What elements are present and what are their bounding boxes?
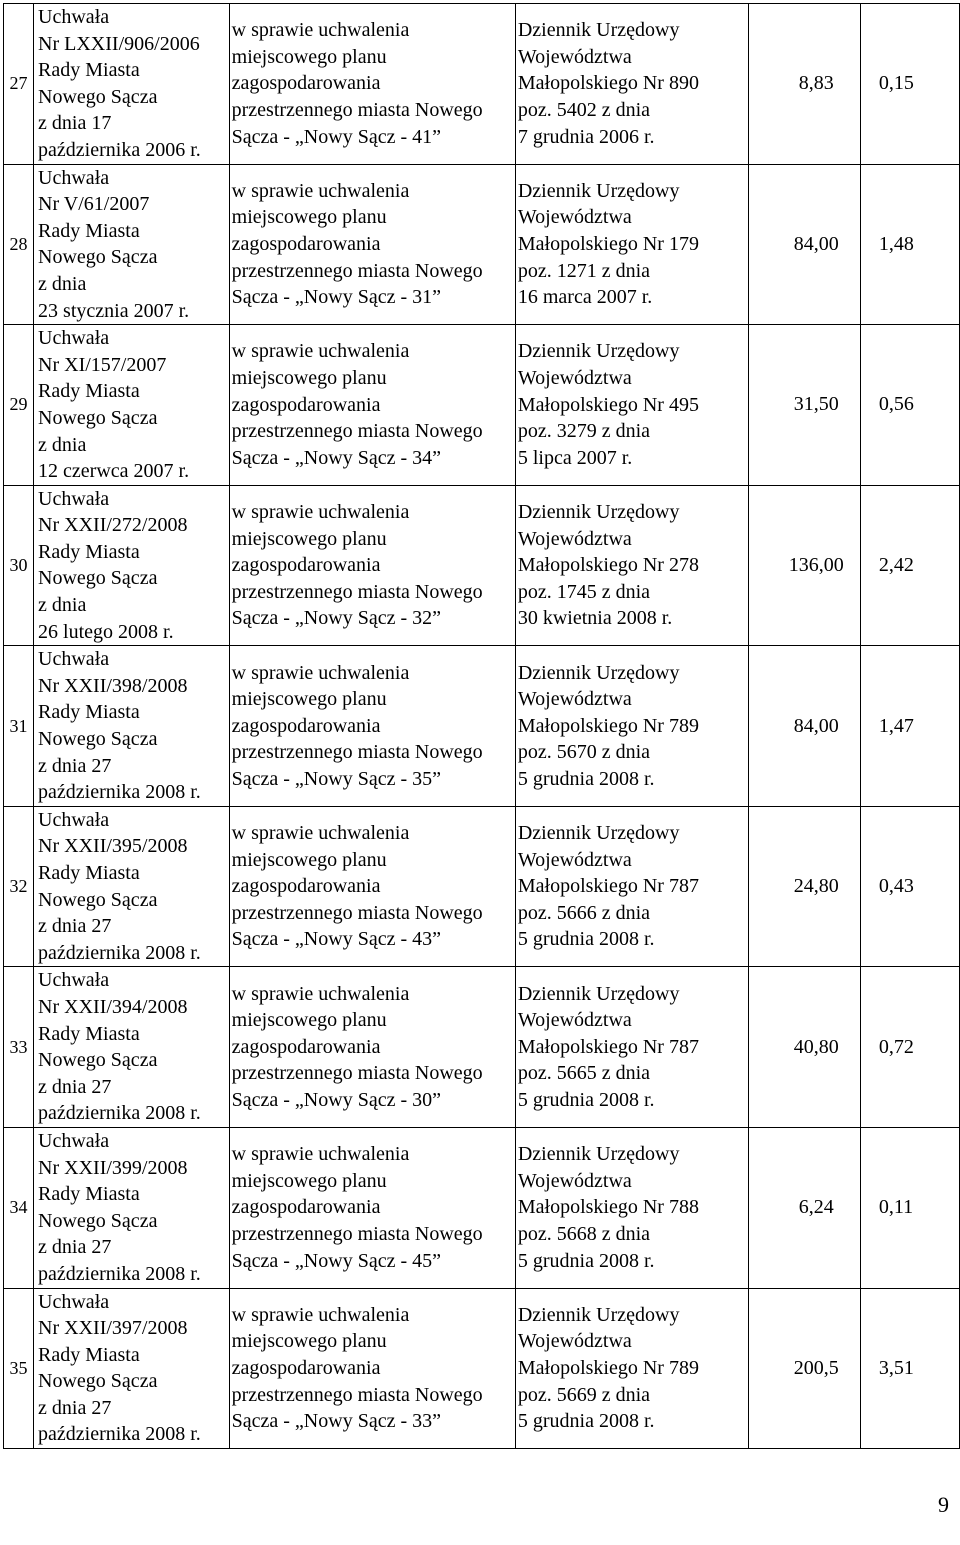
resolutions-table xyxy=(3,3,960,1449)
area-value: 136,00 xyxy=(748,485,860,646)
resolution-line: Nr XXII/397/2008 xyxy=(38,1317,188,1340)
publication-cell xyxy=(515,325,748,486)
resolution-line: z dnia xyxy=(38,433,87,456)
publication-line: Województwa xyxy=(517,367,632,390)
publication-line: Województwa xyxy=(517,848,632,871)
publication-line: Dziennik Urzędowy xyxy=(517,500,680,523)
publication-line: Dziennik Urzędowy xyxy=(517,340,680,363)
publication-line: Małopolskiego Nr 278 xyxy=(517,554,699,577)
publication-line: poz. 5665 z dnia xyxy=(517,1062,651,1085)
publication-cell xyxy=(515,485,748,646)
subject-line: miejscowego planu xyxy=(231,206,387,229)
resolution-line: Nowego Sącza xyxy=(38,888,158,911)
subject-cell xyxy=(229,1288,515,1449)
subject-line: miejscowego planu xyxy=(231,688,387,711)
publication-line: 5 grudnia 2008 r. xyxy=(517,1410,655,1433)
area-value: 24,80 xyxy=(748,806,860,967)
resolution-line: Rady Miasta xyxy=(38,701,140,724)
percent-value: 2,42 xyxy=(860,485,959,646)
resolution-line: Nowego Sącza xyxy=(38,246,158,269)
subject-line: zagospodarowania xyxy=(231,554,381,577)
subject-line: przestrzennego miasta Nowego xyxy=(231,1383,483,1406)
subject-line: przestrzennego miasta Nowego xyxy=(231,420,483,443)
area-value: 84,00 xyxy=(748,164,860,325)
publication-line: 5 grudnia 2008 r. xyxy=(517,1249,655,1272)
area-value: 200,5 xyxy=(748,1288,860,1449)
publication-line: poz. 5668 z dnia xyxy=(517,1223,651,1246)
resolution-line: Nowego Sącza xyxy=(38,406,158,429)
publication-line: Województwa xyxy=(517,45,632,68)
publication-cell xyxy=(515,4,748,165)
subject-cell xyxy=(229,164,515,325)
resolution-line: Uchwała xyxy=(38,1129,110,1152)
resolution-line: października 2008 r. xyxy=(38,941,201,964)
resolution-line: października 2008 r. xyxy=(38,1102,201,1125)
area-value: 84,00 xyxy=(748,646,860,807)
subject-line: Sącza - „Nowy Sącz - 41” xyxy=(231,125,441,148)
resolution-line: Uchwała xyxy=(38,969,110,992)
subject-line: Sącza - „Nowy Sącz - 43” xyxy=(231,928,441,951)
resolution-cell xyxy=(34,485,230,646)
resolution-line: Uchwała xyxy=(38,648,110,671)
table-row xyxy=(4,1288,960,1449)
publication-line: Województwa xyxy=(517,1330,632,1353)
resolution-line: października 2008 r. xyxy=(38,1423,201,1446)
subject-line: Sącza - „Nowy Sącz - 34” xyxy=(231,446,441,469)
publication-line: Województwa xyxy=(517,527,632,550)
resolution-line: Uchwała xyxy=(38,808,110,831)
resolution-line: Nr V/61/2007 xyxy=(38,193,150,216)
resolution-cell xyxy=(34,1127,230,1288)
publication-line: poz. 5402 z dnia xyxy=(517,99,651,122)
publication-line: Dziennik Urzędowy xyxy=(517,1143,680,1166)
publication-line: Małopolskiego Nr 789 xyxy=(517,714,699,737)
resolution-line: Rady Miasta xyxy=(38,540,140,563)
resolution-line: Nowego Sącza xyxy=(38,567,158,590)
publication-cell xyxy=(515,1127,748,1288)
publication-line: Małopolskiego Nr 789 xyxy=(517,1356,699,1379)
subject-line: Sącza - „Nowy Sącz - 35” xyxy=(231,767,441,790)
subject-line: przestrzennego miasta Nowego xyxy=(231,259,483,282)
percent-value: 3,51 xyxy=(860,1288,959,1449)
publication-line: Województwa xyxy=(517,1009,632,1032)
subject-line: zagospodarowania xyxy=(231,1196,381,1219)
subject-line: Sącza - „Nowy Sącz - 32” xyxy=(231,607,441,630)
subject-line: zagospodarowania xyxy=(231,233,381,256)
subject-line: w sprawie uchwalenia xyxy=(231,1303,410,1326)
row-number: 27 xyxy=(4,4,34,165)
publication-line: Małopolskiego Nr 495 xyxy=(517,393,699,416)
row-number: 29 xyxy=(4,325,34,486)
row-number: 34 xyxy=(4,1127,34,1288)
publication-line: Województwa xyxy=(517,206,632,229)
resolution-cell xyxy=(34,1288,230,1449)
publication-line: Dziennik Urzędowy xyxy=(517,1303,680,1326)
row-number: 31 xyxy=(4,646,34,807)
resolution-line: października 2006 r. xyxy=(38,138,201,161)
resolutions-table-body xyxy=(4,4,960,1449)
table-row xyxy=(4,806,960,967)
resolution-line: Nr XXII/398/2008 xyxy=(38,674,188,697)
subject-cell xyxy=(229,646,515,807)
subject-line: przestrzennego miasta Nowego xyxy=(231,1223,483,1246)
publication-line: poz. 5670 z dnia xyxy=(517,741,651,764)
publication-line: Małopolskiego Nr 179 xyxy=(517,233,699,256)
area-value: 8,83 xyxy=(748,4,860,165)
row-number: 35 xyxy=(4,1288,34,1449)
resolution-cell xyxy=(34,967,230,1128)
publication-line: poz. 1271 z dnia xyxy=(517,259,651,282)
resolution-line: Nowego Sącza xyxy=(38,1209,158,1232)
subject-cell xyxy=(229,967,515,1128)
table-row xyxy=(4,164,960,325)
percent-value: 0,43 xyxy=(860,806,959,967)
resolution-line: z dnia 27 xyxy=(38,1075,112,1098)
page-number: 9 xyxy=(938,1492,949,1517)
subject-line: miejscowego planu xyxy=(231,45,387,68)
resolution-cell xyxy=(34,806,230,967)
subject-line: w sprawie uchwalenia xyxy=(231,661,410,684)
resolution-cell xyxy=(34,4,230,165)
subject-line: Sącza - „Nowy Sącz - 45” xyxy=(231,1249,441,1272)
table-row xyxy=(4,4,960,165)
subject-line: przestrzennego miasta Nowego xyxy=(231,580,483,603)
resolution-line: Nr XXII/395/2008 xyxy=(38,835,188,858)
subject-cell xyxy=(229,4,515,165)
resolution-line: października 2008 r. xyxy=(38,781,201,804)
subject-cell xyxy=(229,806,515,967)
subject-line: zagospodarowania xyxy=(231,1035,381,1058)
subject-line: w sprawie uchwalenia xyxy=(231,982,410,1005)
resolution-line: z dnia 27 xyxy=(38,1236,112,1259)
resolution-line: 23 stycznia 2007 r. xyxy=(38,299,190,322)
table-row xyxy=(4,967,960,1128)
row-number: 33 xyxy=(4,967,34,1128)
resolution-line: Nr XXII/394/2008 xyxy=(38,995,188,1018)
resolution-line: Nowego Sącza xyxy=(38,728,158,751)
resolution-line: Rady Miasta xyxy=(38,380,140,403)
publication-line: poz. 5669 z dnia xyxy=(517,1383,651,1406)
subject-line: przestrzennego miasta Nowego xyxy=(231,901,483,924)
subject-line: miejscowego planu xyxy=(231,1009,387,1032)
resolution-line: Rady Miasta xyxy=(38,219,140,242)
subject-line: przestrzennego miasta Nowego xyxy=(231,99,483,122)
resolution-line: Nowego Sącza xyxy=(38,1049,158,1072)
percent-value: 0,72 xyxy=(860,967,959,1128)
publication-line: Dziennik Urzędowy xyxy=(517,19,680,42)
subject-line: zagospodarowania xyxy=(231,1356,381,1379)
publication-line: poz. 3279 z dnia xyxy=(517,420,651,443)
subject-line: zagospodarowania xyxy=(231,875,381,898)
percent-value: 1,48 xyxy=(860,164,959,325)
subject-line: Sącza - „Nowy Sącz - 30” xyxy=(231,1089,441,1112)
row-number: 28 xyxy=(4,164,34,325)
publication-line: 5 grudnia 2008 r. xyxy=(517,928,655,951)
resolution-line: Rady Miasta xyxy=(38,59,140,82)
table-row xyxy=(4,1127,960,1288)
subject-line: zagospodarowania xyxy=(231,393,381,416)
publication-cell xyxy=(515,967,748,1128)
publication-line: 5 grudnia 2008 r. xyxy=(517,767,655,790)
row-number: 30 xyxy=(4,485,34,646)
subject-line: Sącza - „Nowy Sącz - 31” xyxy=(231,286,441,309)
subject-line: w sprawie uchwalenia xyxy=(231,340,410,363)
resolution-line: Rady Miasta xyxy=(38,1183,140,1206)
subject-line: miejscowego planu xyxy=(231,848,387,871)
publication-line: 5 grudnia 2008 r. xyxy=(517,1089,655,1112)
resolution-line: Nr LXXII/906/2006 xyxy=(38,32,200,55)
subject-line: w sprawie uchwalenia xyxy=(231,179,410,202)
subject-line: w sprawie uchwalenia xyxy=(231,822,410,845)
publication-line: Województwa xyxy=(517,1169,632,1192)
publication-line: Dziennik Urzędowy xyxy=(517,661,680,684)
publication-line: 5 lipca 2007 r. xyxy=(517,446,633,469)
resolution-line: Rady Miasta xyxy=(38,862,140,884)
publication-line: Małopolskiego Nr 787 xyxy=(517,1035,699,1058)
resolution-line: z dnia xyxy=(38,594,87,617)
resolution-line: 26 lutego 2008 r. xyxy=(38,620,174,643)
publication-line: Małopolskiego Nr 788 xyxy=(517,1196,699,1219)
publication-line: Małopolskiego Nr 787 xyxy=(517,875,699,898)
resolution-line: Nowego Sącza xyxy=(38,85,158,108)
publication-line: Województwa xyxy=(517,688,632,711)
resolution-line: z dnia xyxy=(38,272,87,295)
table-row xyxy=(4,325,960,486)
percent-value: 0,15 xyxy=(860,4,959,165)
subject-line: zagospodarowania xyxy=(231,714,381,737)
publication-line: Dziennik Urzędowy xyxy=(517,822,680,845)
subject-line: w sprawie uchwalenia xyxy=(231,19,410,42)
subject-cell xyxy=(229,1127,515,1288)
publication-cell xyxy=(515,164,748,325)
subject-line: miejscowego planu xyxy=(231,1330,387,1353)
resolution-line: 12 czerwca 2007 r. xyxy=(38,460,190,483)
resolution-line: Rady Miasta xyxy=(38,1343,140,1366)
resolution-line: Nowego Sącza xyxy=(38,1370,158,1393)
area-value: 40,80 xyxy=(748,967,860,1128)
subject-line: przestrzennego miasta Nowego xyxy=(231,1062,483,1085)
resolution-line: Uchwała xyxy=(38,327,110,350)
subject-cell xyxy=(229,485,515,646)
table-row xyxy=(4,485,960,646)
resolution-cell xyxy=(34,325,230,486)
subject-line: zagospodarowania xyxy=(231,72,381,95)
subject-cell xyxy=(229,325,515,486)
row-number: 32 xyxy=(4,806,34,967)
resolution-line: z dnia 27 xyxy=(38,754,112,777)
percent-value: 0,11 xyxy=(860,1127,959,1288)
resolution-line: Nr XXII/399/2008 xyxy=(38,1156,188,1179)
resolution-line: Nr XXII/272/2008 xyxy=(38,514,188,537)
percent-value: 1,47 xyxy=(860,646,959,807)
subject-line: miejscowego planu xyxy=(231,367,387,390)
subject-line: przestrzennego miasta Nowego xyxy=(231,741,483,764)
resolution-line: października 2008 r. xyxy=(38,1262,201,1285)
subject-line: w sprawie uchwalenia xyxy=(231,1143,410,1166)
subject-line: miejscowego planu xyxy=(231,527,387,550)
publication-line: 16 marca 2007 r. xyxy=(517,286,653,309)
resolution-line: Uchwała xyxy=(38,487,110,510)
publication-line: Małopolskiego Nr 890 xyxy=(517,72,699,95)
publication-line: 30 kwietnia 2008 r. xyxy=(517,607,673,630)
publication-line: Dziennik Urzędowy xyxy=(517,179,680,202)
percent-value: 0,56 xyxy=(860,325,959,486)
resolution-line: z dnia 17 xyxy=(38,112,112,135)
publication-cell xyxy=(515,646,748,807)
resolution-line: Nr XI/157/2007 xyxy=(38,353,167,376)
area-value: 6,24 xyxy=(748,1127,860,1288)
subject-line: Sącza - „Nowy Sącz - 33” xyxy=(231,1410,441,1433)
resolution-cell xyxy=(34,164,230,325)
area-value: 31,50 xyxy=(748,325,860,486)
resolution-line: Uchwała xyxy=(38,1290,110,1313)
publication-cell xyxy=(515,806,748,967)
subject-line: miejscowego planu xyxy=(231,1169,387,1192)
resolution-line: Uchwała xyxy=(38,166,110,189)
resolution-cell xyxy=(34,646,230,807)
resolution-line: z dnia 27 xyxy=(38,915,112,938)
table-row xyxy=(4,646,960,807)
resolution-line: Rady Miasta xyxy=(38,1022,140,1045)
subject-line: w sprawie uchwalenia xyxy=(231,500,410,523)
resolution-line: Uchwała xyxy=(38,6,110,28)
publication-line: Dziennik Urzędowy xyxy=(517,982,680,1005)
publication-cell xyxy=(515,1288,748,1449)
publication-line: poz. 1745 z dnia xyxy=(517,580,651,603)
publication-line: 7 grudnia 2006 r. xyxy=(517,125,655,148)
resolution-line: z dnia 27 xyxy=(38,1396,112,1419)
publication-line: poz. 5666 z dnia xyxy=(517,901,651,924)
